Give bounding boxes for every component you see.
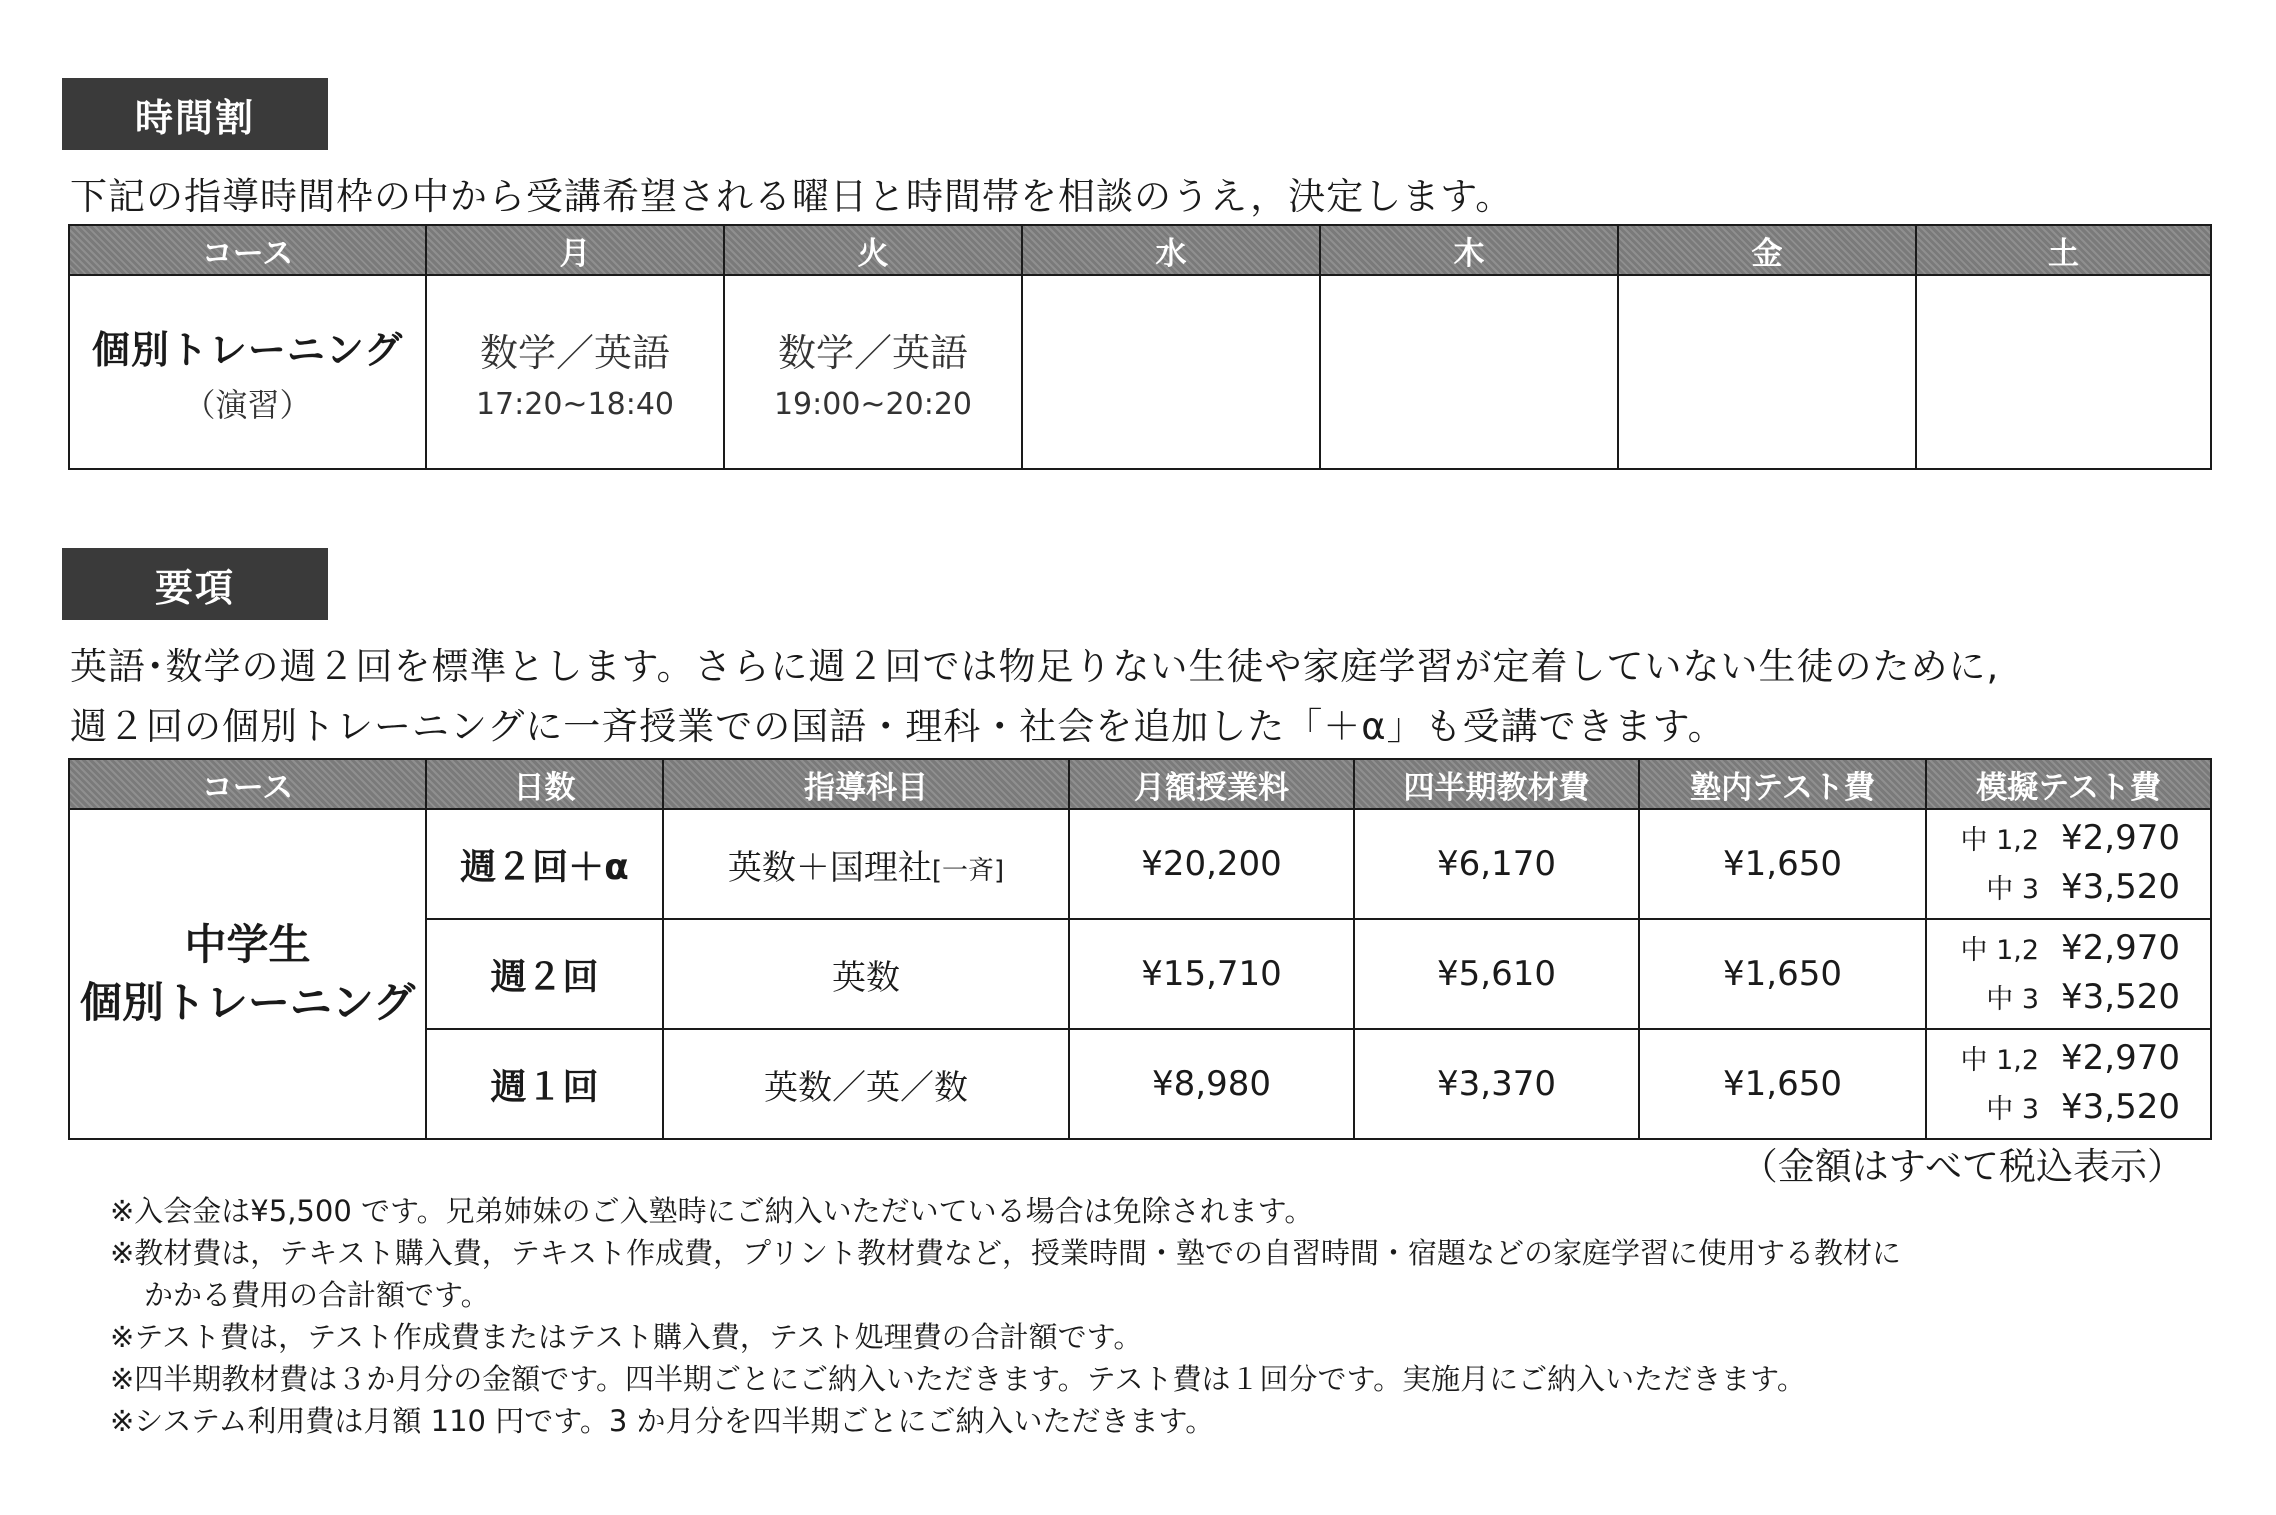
- tue-time: 19:00~20:20: [773, 387, 973, 422]
- header-mon: 月: [426, 225, 724, 275]
- mock-price: ¥3,520: [2061, 1087, 2180, 1127]
- mock-grade: 中 3: [1986, 1094, 2040, 1125]
- materials-cell: ¥6,170: [1354, 809, 1639, 919]
- overview-section-label: 要項: [62, 548, 328, 620]
- header-fri: 金: [1618, 225, 1916, 275]
- days-value: 週２回: [490, 956, 599, 998]
- mock-grade: 中 1,2: [1960, 935, 2040, 966]
- fee-header-course: コース: [69, 759, 426, 809]
- subjects-cell: [663, 919, 1069, 1029]
- fee-header-test: 塾内テスト費: [1639, 759, 1926, 809]
- note-item: ※テスト費は，テスト作成費またはテスト購入費，テスト処理費の合計額です。: [110, 1320, 1143, 1354]
- note-item: ※入会金は¥5,500 です。兄弟姉妹のご入塾時にご納入いただいている場合は免除されます。: [110, 1194, 1314, 1228]
- timetable-section-label: 時間割: [62, 78, 328, 150]
- mon-subject: 数学／英語: [479, 331, 670, 375]
- mock-price: ¥3,520: [2061, 867, 2180, 907]
- mock-cell: [1926, 1029, 2211, 1139]
- header-tue: 火: [724, 225, 1022, 275]
- subjects-value: 英数／英／数: [764, 1067, 968, 1108]
- fee-header-days: 日数: [426, 759, 663, 809]
- header-course: コース: [69, 225, 426, 275]
- mock-grade: 中 3: [1986, 874, 2040, 905]
- days-value: 週２回＋α: [460, 846, 629, 888]
- mock-price: ¥2,970: [2061, 818, 2180, 858]
- tuition-cell: ¥8,980: [1069, 1029, 1354, 1139]
- mock-grade: 中 1,2: [1960, 1045, 2040, 1076]
- course-sub: （演習）: [183, 385, 312, 424]
- mock-grade: 中 1,2: [1960, 825, 2040, 856]
- timetable-intro: 下記の指導時間枠の中から受講希望される曜日と時間帯を相談のうえ，決定します。: [70, 175, 1514, 218]
- notes-list: [110, 1190, 1901, 1442]
- tax-note: （金額はすべて税込表示）: [1740, 1145, 2184, 1188]
- mon-cell: [426, 275, 724, 469]
- mock-cell: [1926, 919, 2211, 1029]
- mock-price: ¥2,970: [2061, 1038, 2180, 1078]
- fee-course-cell: [69, 809, 426, 1139]
- test-cell: ¥1,650: [1639, 809, 1926, 919]
- fee-header-mock: 模擬テスト費: [1926, 759, 2211, 809]
- wed-cell: [1022, 275, 1320, 469]
- header-thu: 木: [1320, 225, 1618, 275]
- note-item: ※システム利用費は月額 110 円です。3 か月分を四半期ごとにご納入いただきます。: [110, 1404, 1215, 1438]
- fri-cell: [1618, 275, 1916, 469]
- mock-cell: [1926, 809, 2211, 919]
- tue-cell: [724, 275, 1022, 469]
- note-item: ※四半期教材費は３か月分の金額です。四半期ごとにご納入いただきます。テスト費は１回分です。実施月にご納入いただきます。: [110, 1362, 1806, 1396]
- fee-header-row: [69, 759, 2211, 809]
- course-cell: [69, 275, 426, 469]
- fee-header-subjects: 指導科目: [663, 759, 1069, 809]
- overview-intro-line1: 英語･数学の週２回を標準とします。さらに週２回では物足りない生徒や家庭学習が定着していない生徒のために,: [70, 645, 2000, 688]
- subjects-cell: [663, 1029, 1069, 1139]
- fee-header-tuition: 月額授業料: [1069, 759, 1354, 809]
- course-name: 個別トレーニング: [91, 327, 404, 372]
- mon-time: 17:20~18:40: [475, 387, 675, 422]
- test-cell: ¥1,650: [1639, 919, 1926, 1029]
- subjects-note: [一斉]: [931, 855, 1005, 886]
- days-cell: [426, 809, 663, 919]
- subjects-value: 英数: [832, 957, 900, 998]
- fee-table: [68, 758, 2212, 1140]
- tue-subject: 数学／英語: [777, 331, 968, 375]
- tuition-cell: ¥15,710: [1069, 919, 1354, 1029]
- header-sat: 土: [1916, 225, 2211, 275]
- timetable-header-row: [69, 225, 2211, 275]
- timetable: [68, 224, 2212, 470]
- days-cell: [426, 919, 663, 1029]
- fee-header-materials: 四半期教材費: [1354, 759, 1639, 809]
- days-value: 週１回: [490, 1066, 599, 1108]
- mock-price: ¥2,970: [2061, 928, 2180, 968]
- subjects-value: 英数＋国理社: [727, 847, 932, 888]
- subjects-cell: [663, 809, 1069, 919]
- fee-course-line2: 個別トレーニング: [79, 978, 416, 1027]
- thu-cell: [1320, 275, 1618, 469]
- days-cell: [426, 1029, 663, 1139]
- header-wed: 水: [1022, 225, 1320, 275]
- note-item: かかる費用の合計額です。: [144, 1278, 490, 1312]
- test-cell: ¥1,650: [1639, 1029, 1926, 1139]
- note-item: ※教材費は，テキスト購入費，テキスト作成費，プリント教材費など，授業時間・塾での自習時間・宿題などの家庭学習に使用する教材に: [110, 1236, 1901, 1270]
- materials-cell: ¥3,370: [1354, 1029, 1639, 1139]
- overview-intro-line2: 週２回の個別トレーニングに一斉授業での国語・理科・社会を追加した「＋α」も受講できます。: [70, 705, 1726, 748]
- fee-course-line1: 中学生: [184, 920, 311, 969]
- sat-cell: [1916, 275, 2211, 469]
- mock-grade: 中 3: [1986, 984, 2040, 1015]
- mock-price: ¥3,520: [2061, 977, 2180, 1017]
- materials-cell: ¥5,610: [1354, 919, 1639, 1029]
- tuition-cell: ¥20,200: [1069, 809, 1354, 919]
- table-row: [69, 809, 2211, 919]
- timetable-row: [69, 275, 2211, 469]
